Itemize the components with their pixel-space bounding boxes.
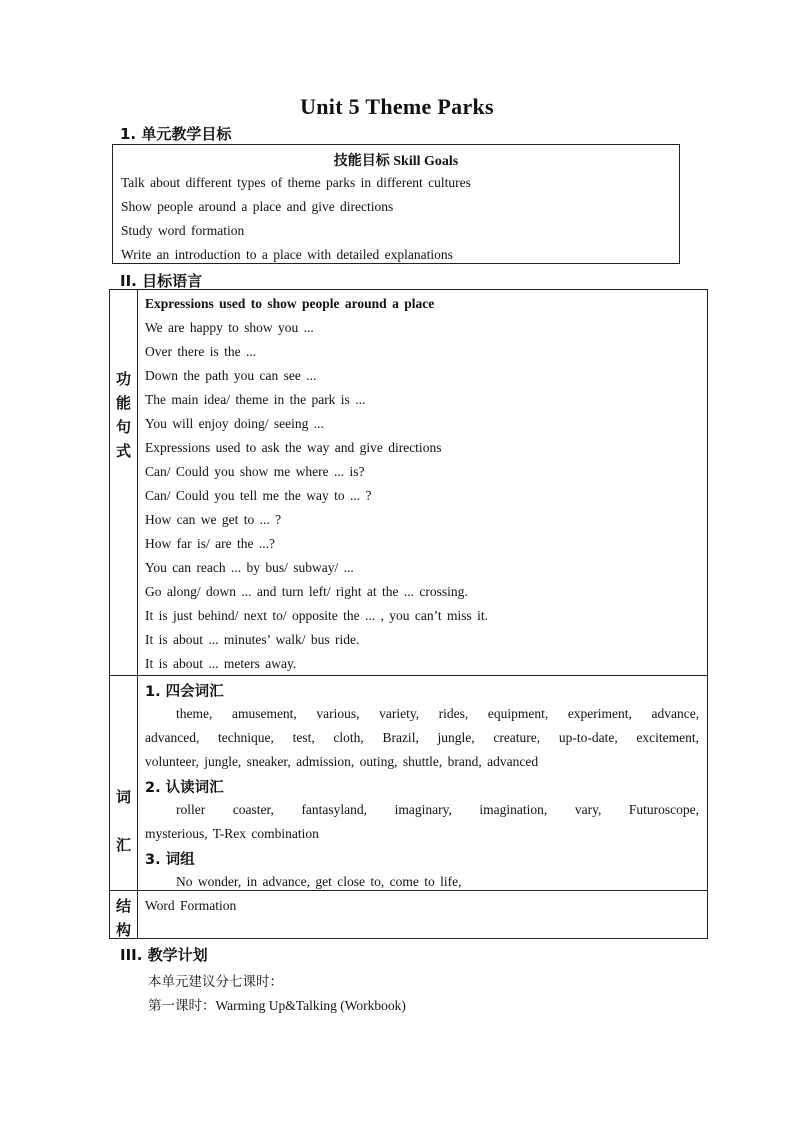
goal-item: Study word formation (121, 223, 245, 238)
goal-item: Write an introduction to a place with detailed explanations (121, 247, 453, 262)
expression-line: Can/ Could you show me where ... is? (145, 464, 365, 479)
expression-line: How far is/ are the ...? (145, 536, 275, 551)
section-heading-goals: 1. 单元教学目标 (120, 125, 232, 143)
section-heading-plan: III. 教学计划 (120, 946, 208, 964)
row-divider (110, 890, 707, 891)
structure-label: 结 构 (115, 897, 131, 939)
skill-goals-box (112, 144, 680, 264)
vocabulary-label: 词 汇 (115, 788, 131, 854)
vocab-line: roller coaster, fantasyland, imaginary, imagination, vary, Futuroscope, (176, 802, 700, 817)
vocab-subheading-core: 1. 四会词汇 (145, 684, 224, 700)
goal-item: Talk about different types of theme parks in different cultures (121, 175, 471, 190)
skill-goals-header: 技能目标 Skill Goals (333, 154, 459, 169)
functional-label: 功 能 句 式 (115, 370, 131, 460)
expression-line: Can/ Could you tell me the way to ... ? (145, 488, 372, 503)
row-divider (110, 675, 707, 676)
vocab-line: advanced, technique, test, cloth, Brazil, jungle, creature, up-to-date, excitement, (145, 730, 700, 745)
vocab-line: mysterious, T-Rex combination (145, 826, 319, 841)
expression-line: It is about ... minutes’ walk/ bus ride. (145, 632, 360, 647)
page-title: Unit 5 Theme Parks (300, 94, 494, 119)
plan-lesson-1: 第一课时：Warming Up&Talking (Workbook) (148, 998, 406, 1014)
goal-item: Show people around a place and give directions (121, 199, 394, 214)
expression-line: How can we get to ... ? (145, 512, 282, 527)
functional-header: Expressions used to show people around a place (145, 296, 435, 311)
expression-line: It is just behind/ next to/ opposite the ... , you can’t miss it. (145, 608, 488, 623)
column-divider (137, 290, 138, 938)
plan-intro: 本单元建议分七课时： (148, 974, 283, 990)
expression-line: You can reach ... by bus/ subway/ ... (145, 560, 354, 575)
expression-line: Expressions used to ask the way and give directions (145, 440, 442, 455)
expression-line: We are happy to show you ... (145, 320, 314, 335)
vocab-line: No wonder, in advance, get close to, come to life, (176, 874, 462, 889)
expression-line: Down the path you can see ... (145, 368, 317, 383)
expression-line: Go along/ down ... and turn left/ right at the ... crossing. (145, 584, 468, 599)
expression-line: It is about ... meters away. (145, 656, 297, 671)
vocab-subheading-recognition: 2. 认读词汇 (145, 780, 224, 796)
vocab-line: volunteer, jungle, sneaker, admission, outing, shuttle, brand, advanced (145, 754, 539, 769)
expression-line: You will enjoy doing/ seeing ... (145, 416, 324, 431)
expression-line: The main idea/ theme in the park is ... (145, 392, 366, 407)
target-language-table (109, 289, 708, 939)
vocab-subheading-phrases: 3. 词组 (145, 852, 195, 868)
vocab-line: theme, amusement, various, variety, rides, equipment, experiment, advance, (176, 706, 700, 721)
structure-text: Word Formation (145, 898, 237, 913)
section-heading-language: II. 目标语言 (120, 272, 203, 290)
expression-line: Over there is the ... (145, 344, 257, 359)
